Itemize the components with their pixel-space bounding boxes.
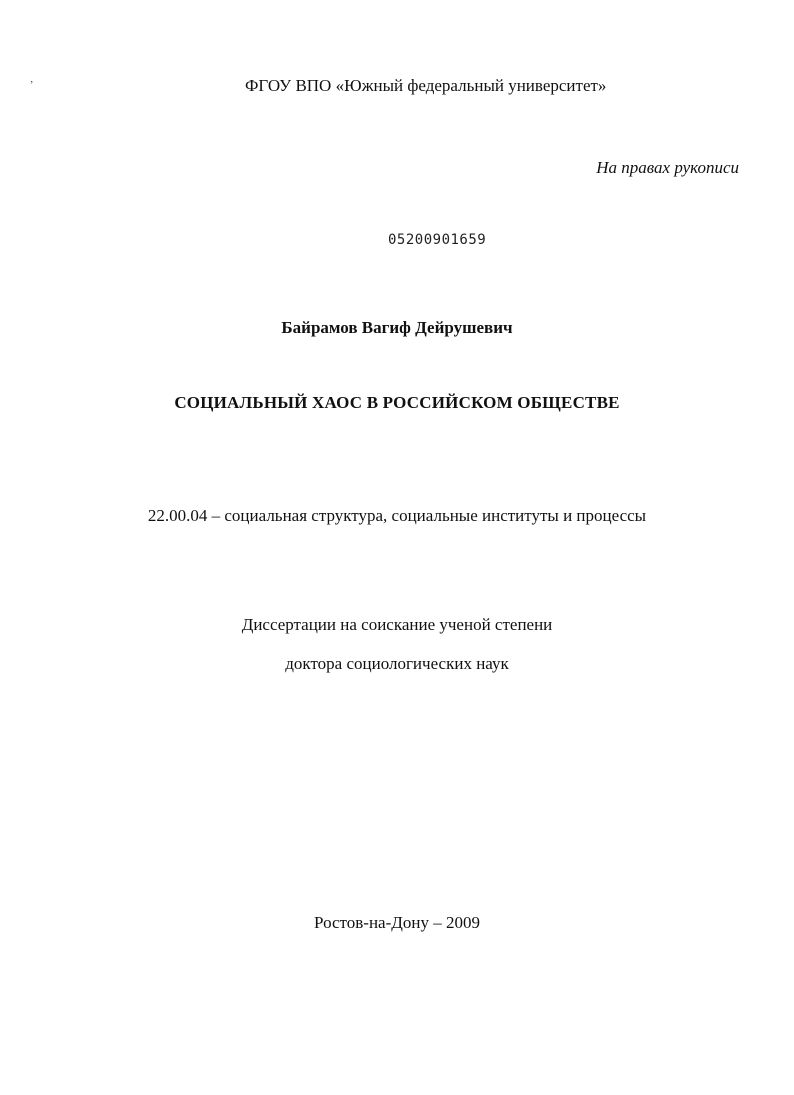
degree-line-1: Диссертации на соискание ученой степени [241,615,553,634]
rights-note: На правах рукописи [596,158,739,177]
registration-code: 05200901659 [388,232,487,248]
author-name: Байрамов Вагиф Дейрушевич [281,318,513,337]
degree-line-2: доктора социологических наук [285,654,509,673]
specialty-line: 22.00.04 – социальная структура, социальные институты и процессы [147,506,647,525]
thesis-title: СОЦИАЛЬНЫЙ ХАОС В РОССИЙСКОМ ОБЩЕСТВЕ [174,393,620,412]
institution-name: ФГОУ ВПО «Южный федеральный университет» [245,76,607,95]
scan-speck: ’ [30,80,34,91]
city-year: Ростов-на-Дону – 2009 [314,913,480,932]
